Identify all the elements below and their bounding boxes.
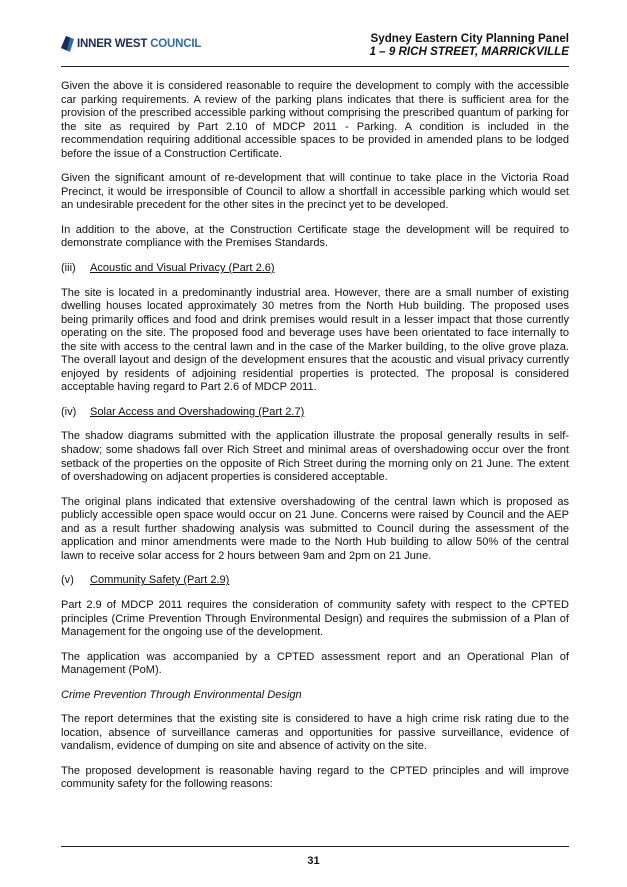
section-number: (iii) — [61, 262, 76, 275]
logo-text-council: COUNCIL — [150, 38, 202, 50]
section-title: Solar Access and Overshadowing (Part 2.7) — [90, 405, 305, 418]
page-header — [61, 32, 569, 64]
section-heading-iii — [61, 262, 569, 276]
document-body — [61, 80, 569, 803]
logo-text-inner-west: INNER WEST — [77, 38, 151, 50]
italic-subheading: Crime Prevention Through Environmental Design — [61, 688, 302, 701]
paragraph: The site is located in a predominantly industrial area. However, there are a small number of existing dwelling houses located approximately 30 metres from the North Hub building. The proposed uses being primarily offices and food and drink premises would result in a lesser impact that those currently operating on the site. The proposed food and beverage uses have been orientated to face internally to the site with access to the central lawn and in the case of the Marker building, to the olive grove plaza. The overall layout and design of the development ensures that the acoustic and visual privacy currently enjoyed by residents of adjoining residential properties is protected. The proposal is considered acceptable having regard to Part 2.6 of MDCP 2011. — [61, 286, 569, 394]
footer-rule — [61, 846, 569, 847]
section-number: (iv) — [61, 405, 77, 418]
paragraph: The shadow diagrams submitted with the application illustrate the proposal generally results in self-shadow; some shadows fall over Rich Street and minimal areas of overshadowing occur over the front setback of the properties on the opposite of Rich Street during the morning only on 21 June. The extent of overshadowing on adjacent properties is considered acceptable. — [61, 430, 569, 484]
section-number: (v) — [61, 574, 74, 587]
page-number: 31 — [307, 855, 320, 867]
paragraph: The application was accompanied by a CPTED assessment report and an Operational Plan of Management (PoM). — [61, 650, 569, 677]
panel-title: Sydney Eastern City Planning Panel — [370, 32, 569, 45]
paragraph: The report determines that the existing site is considered to have a high crime risk rating due to the location, absence of surveillance cameras and opportunities for passive surveillance, evidence of vandalism, evidence of dumping on site and absence of activity on the site. — [61, 713, 569, 753]
header-title-block — [370, 32, 569, 58]
section-heading-v — [61, 574, 569, 588]
paragraph: Given the significant amount of re-development that will continue to take place in the Victoria Road Precinct, it would be irresponsible of Council to allow a shortfall in accessible parking which would set an undesirable precedent for the other sites in the precinct yet to be developed. — [61, 172, 569, 212]
section-title: Acoustic and Visual Privacy (Part 2.6) — [90, 262, 275, 275]
paragraph: Part 2.9 of MDCP 2011 requires the consideration of community safety with respect to the CPTED principles (Crime Prevention Through Environmental Design) and requires the submission of a Plan of Management for the ongoing use of the development. — [61, 598, 569, 639]
paragraph: The original plans indicated that extensive overshadowing of the central lawn which is proposed as publicly accessible open space would occur on 21 June. Concerns were raised by Council and the AEP and as a result further shadowing analysis was submitted to Council during the assessment of the application and minor amendments were made to the North Hub building to allow 50% of the central lawn to receive solar access for 2 hours between 9am and 2pm on 21 June. — [61, 495, 569, 562]
header-rule — [61, 66, 569, 67]
paragraph: In addition to the above, at the Construction Certificate stage the development will be required to demonstrate compliance with the Premises Standards. — [61, 223, 569, 250]
council-emblem-icon — [61, 36, 74, 52]
section-heading-iv — [61, 406, 569, 420]
paragraph: Given the above it is considered reasonable to require the development to comply with the accessible car parking requirements. A review of the parking plans indicates that there is sufficient area for the provision of the prescribed accessible parking without comprising the prescribed quantum of parking for the site as required by Part 2.10 of MDCP 2011 - Parking. A condition is included in the recommendation requiring additional accessible spaces to be provided in amended plans to be lodged before the issue of a Construction Certificate. — [61, 80, 569, 160]
section-title: Community Safety (Part 2.9) — [90, 574, 230, 587]
paragraph: The proposed development is reasonable having regard to the CPTED principles and will improve community safety for the following reasons: — [61, 764, 569, 791]
council-logo-text — [77, 38, 201, 50]
site-address: 1 – 9 RICH STREET, MARRICKVILLE — [369, 45, 569, 58]
council-logo — [61, 36, 201, 52]
